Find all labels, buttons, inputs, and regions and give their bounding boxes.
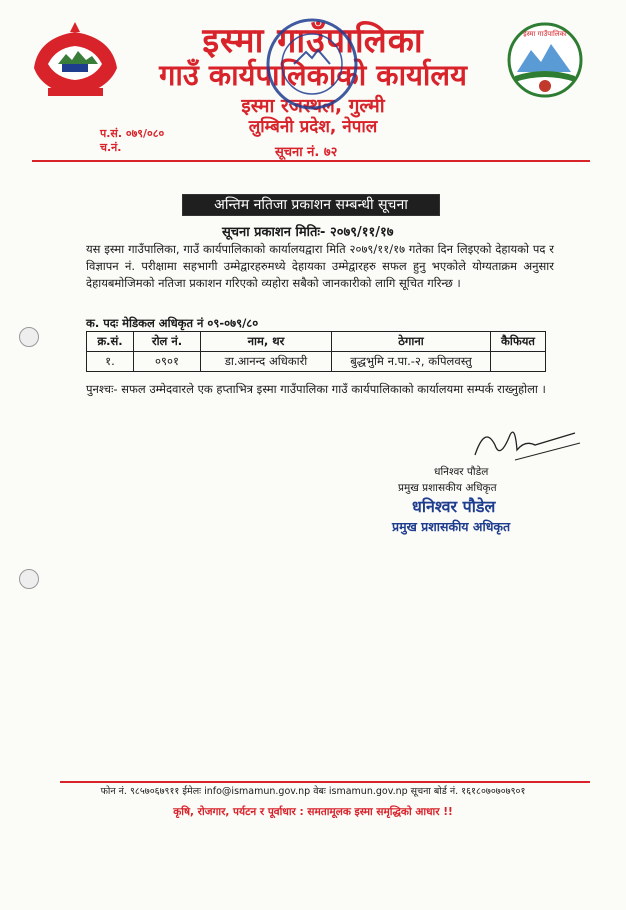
header-divider (32, 160, 590, 162)
office-name: गाउँ कार्यपालिकाको कार्यालय (159, 58, 467, 92)
signatory-title: प्रमुख प्रशासकीय अधिकृत (398, 482, 497, 494)
notice-number: सूचना नं. ७२ (275, 145, 338, 160)
publish-date: सूचना प्रकाशन मितिः- २०७९/११/१७ (222, 225, 394, 240)
province-country: लुम्बिनी प्रदेश, नेपाल (248, 117, 378, 137)
cell-address: बुद्धभुमि न.पा.-२, कपिलवस्तु (332, 352, 491, 372)
seal-signatory-title: प्रमुख प्रशासकीय अधिकृत (392, 519, 511, 534)
notice-title: अन्तिम नतिजा प्रकाशन सम्बन्धी सूचना (182, 194, 440, 216)
municipality-name: इस्मा गाउँपालिका (202, 21, 424, 61)
signatory-name: धनिश्वर पौडेल (434, 466, 489, 478)
punch-hole (19, 569, 39, 589)
cell-name: डा.आनन्द अधिकारी (201, 352, 332, 372)
cell-sn: १. (87, 352, 134, 372)
footer-motto: कृषि, रोजगार, पर्यटन र पूर्वाधार : समतामूलक इस्मा समृद्धिको आधार !! (173, 806, 453, 818)
reference-number: प.सं. ०७९/०८० (100, 127, 165, 140)
col-name: नाम, थर (201, 332, 332, 352)
seal-signatory-name: धनिश्वर पौडेल (412, 497, 496, 516)
postscript: पुनश्चः- सफल उम्मेदवारले एक हप्ताभित्र इस्मा गाउँपालिका गाउँ कार्यपालिकाको कार्यालयमा सम्पर्क राख्नुहोला । (86, 382, 546, 396)
col-sn: क्र.सं. (87, 332, 134, 352)
col-remarks: कैफियत (491, 332, 546, 352)
cell-roll: ०९०१ (134, 352, 201, 372)
dispatch-number: च.नं. (100, 141, 122, 154)
cell-remarks (491, 352, 546, 372)
col-address: ठेगाना (332, 332, 491, 352)
post-line: क. पदः मेडिकल अधिकृत नं ०९-०७९/८० (86, 316, 259, 330)
result-table (86, 331, 546, 372)
right-logo-text: इस्मा गाउँपालिका (523, 30, 567, 38)
punch-hole (19, 327, 39, 347)
office-stamp (262, 14, 362, 114)
notice-body: यस इस्मा गाउँपालिका, गाउँ कार्यपालिकाको कार्यालयद्वारा मिति २०७९/११/१७ गतेका दिन लिइएको देहायको पद र विज्ञापन नं. परीक्षामा सहभागी उम्मेद्वारहरुमध्ये देहायका उम्मेद्वारहरु सफल हुनु भएकोले योग्यताक्रम अनुसार देहायबमोजिमको नतिजा प्रकाशन गरिएको व्यहोरा सबैको जानकारीको लागि सूचित गरिन्छ । (86, 242, 554, 290)
table-row (87, 352, 546, 372)
col-roll: रोल नं. (134, 332, 201, 352)
footer-contact: फोन नं. ९८५७०६७९११ ईमेलः info@ismamun.gov.np वेबः ismamun.gov.np सूचना बोर्ड नं. १६१८०७०७०७९०१ (100, 786, 526, 797)
office-location: इस्मा रजस्थल, गुल्मी (241, 95, 385, 117)
table-header-row (87, 332, 546, 352)
footer-divider (60, 781, 590, 783)
